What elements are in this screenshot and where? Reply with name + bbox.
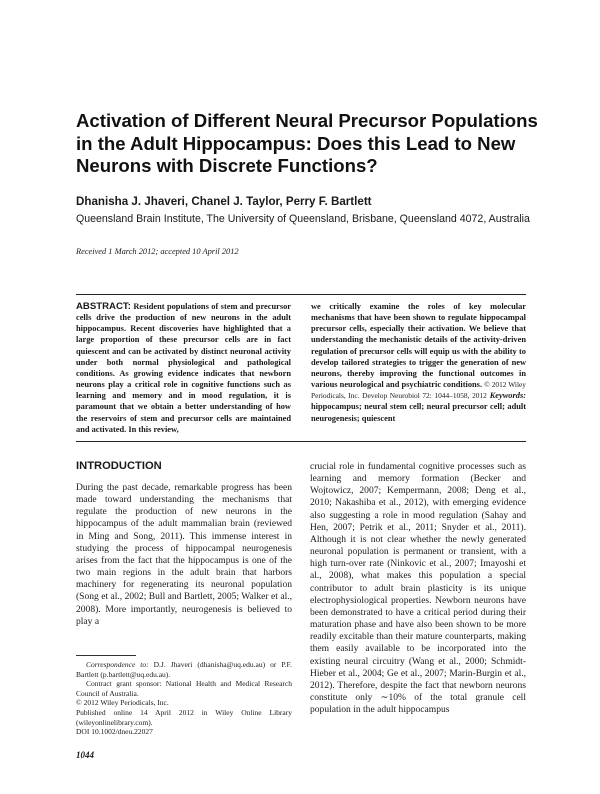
- abstract-column-2: [311, 301, 526, 424]
- author-list: Dhanisha J. Jhaveri, Chanel J. Taylor, Perry F. Bartlett: [76, 195, 372, 208]
- keywords: hippocampus; neural stem cell; neural precursor cell; adult neurogenesis; quiescent: [311, 402, 526, 423]
- article-title: Activation of Different Neural Precursor Populations in the Adult Hippocampus: Does this Lead to New Neurons with Discrete Functions?: [76, 110, 538, 176]
- doi: DOI 10.1002/dneu.22027: [76, 727, 153, 737]
- intro-paragraph-2: crucial role in fundamental cognitive processes such as learning and memory formation (Becker and Wojtowicz, 2007; Kempermann, 2008; Deng et al., 2010; Nakashiba et al., 2012), with emerging evidence also suggesting a role in mood regulation (Sahay and Hen, 2007; Petrik et al., 2011; Snyder et al., 2011). Although it is not clear whether the newly generated neuronal population is permanent or transient, with a high turn-over rate (Ninkovic et al., 2007; Imayoshi et al., 2008), what makes this population a special contributor to adult brain plasticity is its unique electrophysiological properties. Newborn neurons have been demonstrated to have a critical period during their maturation phase and have also been shown to be more readily excitable than their mature counterparts, making them easily available to be incorporated into the existing neural circuitry (Wang et al., 2000; Schmidt-Hieber et al., 2004; Ge et al., 2007; Marin-Burgin et al., 2012). Therefore, despite the fact that newborn neurons constitute only ∼10% of the total granule cell population in the adult hippocampus: [310, 461, 526, 716]
- keywords-label: Keywords:: [489, 391, 526, 401]
- body-column-2: [310, 461, 526, 716]
- abstract-text-1: Resident populations of stem and precursor cells drive the production of new neurons in the adult hippocampus. Recent discoveries have highlighted that a large proportion of these precursor cells are in fact quiescent and can be activated by distinct neuronal activity under both normal physiological and pathological conditions. As growing evidence indicates that newborn neurons play a critical role in cognitive functions such as learning and memory and in mood regulation, it is paramount that we obtain a better understanding of how the reservoirs of stem and precursor cells are maintained and activated. In this review,: [76, 302, 291, 434]
- published-note: Published online 14 April 2012 in Wiley Online Library (wileyonlinelibrary.com).: [76, 707, 292, 727]
- correspondence-label: Correspondence to:: [86, 660, 149, 669]
- grant-note: Contract grant sponsor: National Health and Medical Research Council of Australia.: [76, 679, 292, 698]
- body-column-1: [76, 482, 292, 628]
- abstract-column-1: [76, 301, 291, 435]
- abstract-text-2: we critically examine the roles of key molecular mechanisms that have been shown to regulate hippocampal precursor cells, especially their activation. We believe that understanding the mechanistic details of the activity-driven regulation of precursor cells will equip us with the ability to develop tailored strategies to trigger the generation of new neurons, thereby improving the functional outcomes in various neurological and psychiatric conditions.: [311, 302, 526, 390]
- abstract-bottom-rule: [76, 441, 526, 442]
- affiliation: Queensland Brain Institute, The University of Queensland, Brisbane, Queensland 4072, Australia: [76, 213, 530, 225]
- page-number: 1044: [76, 750, 94, 760]
- section-heading-introduction: INTRODUCTION: [76, 460, 162, 472]
- abstract-citation: © 2012 Wiley Periodicals, Inc. Develop Neurobiol 72: 1044–1058, 2012: [311, 380, 526, 401]
- footnote-divider: [76, 655, 136, 656]
- copyright-note: © 2012 Wiley Periodicals, Inc.: [76, 698, 169, 708]
- abstract-label: ABSTRACT:: [76, 301, 131, 312]
- intro-paragraph-1: During the past decade, remarkable progress has been made toward understanding the mechanisms that regulate the production of new neurons in the hippocampus of the adult mammalian brain (reviewed in Ming and Song, 2011). This immense interest in studying the process of hippocampal neurogenesis arises from the fact that the hippocampus is one of the two main regions in the adult brain that harbors machinery for regenerating its neuronal population (Song et al., 2002; Bull and Bartlett, 2005; Walker et al., 2008). More importantly, neurogenesis is believed to play a: [76, 482, 292, 627]
- received-dates: Received 1 March 2012; accepted 10 April 2012: [76, 247, 239, 256]
- abstract-top-rule: [76, 294, 526, 295]
- footnotes: [76, 660, 292, 737]
- correspondence-text: D.J. Jhaveri (dhanisha@uq.edu.au) or P.F. Bartlett (p.bartlett@uq.edu.au).: [76, 660, 292, 679]
